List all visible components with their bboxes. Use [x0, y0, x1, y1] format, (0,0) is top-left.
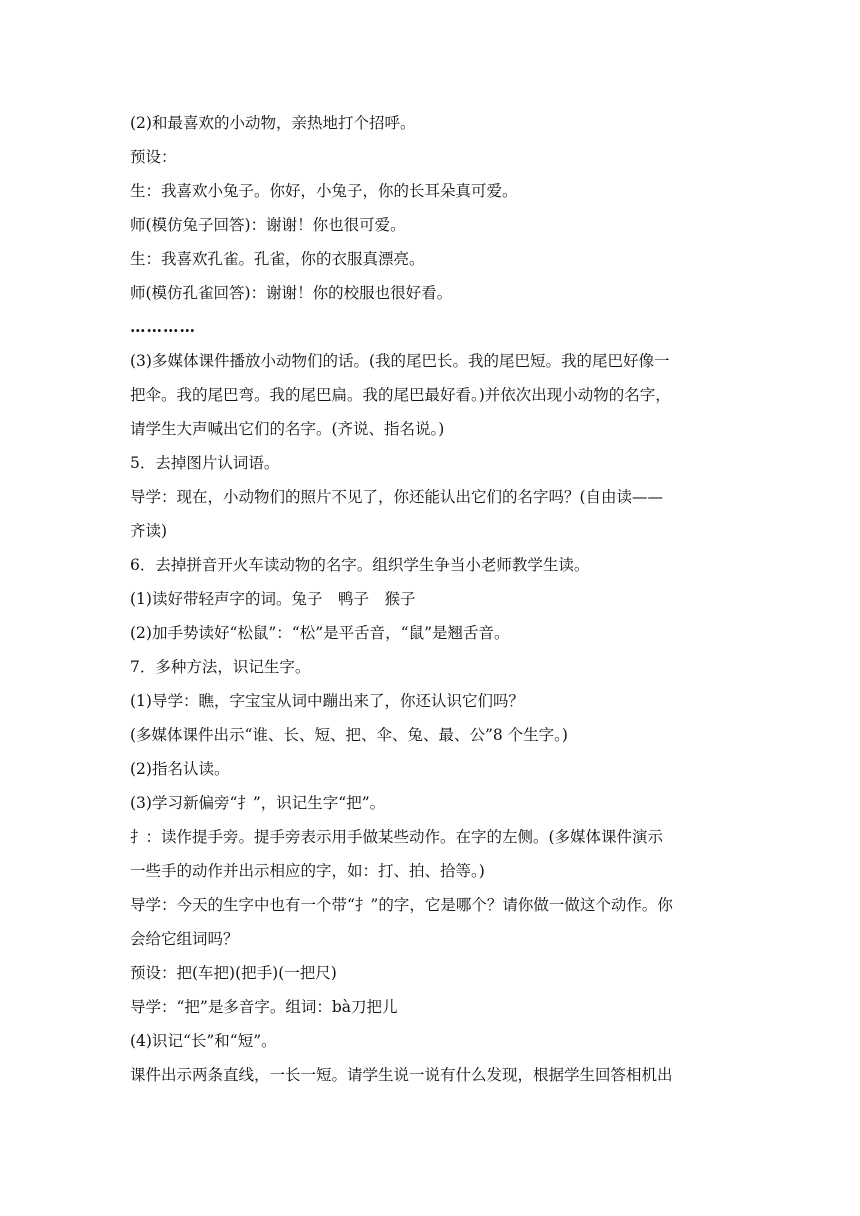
text-line: (2)和最喜欢的小动物，亲热地打个招呼。 — [130, 114, 416, 132]
text-line: 师(模仿孔雀回答)：谢谢！你的校服也很好看。 — [130, 284, 453, 302]
section-heading: 5．去掉图片认词语。 — [130, 454, 280, 472]
text-line: 课件出示两条直线，一长一短。请学生说一说有什么发现，根据学生回答相机出 — [130, 1066, 673, 1084]
text-line: 导学：今天的生字中也有一个带“扌”的字，它是哪个？请你做一做这个动作。你 — [130, 896, 673, 914]
text-line: (2)指名认读。 — [130, 760, 230, 778]
text-line: 导学：现在，小动物们的照片不见了，你还能认出它们的名字吗？(自由读—— — [130, 488, 664, 506]
text-line: 一些手的动作并出示相应的字，如：打、拍、拾等。) — [130, 862, 485, 880]
text-line: (多媒体课件出示“谁、长、短、把、伞、兔、最、公”8 个生字。) — [130, 726, 568, 744]
text-line: (3)学习新偏旁“扌”，识记生字“把”。 — [130, 794, 386, 812]
ellipsis-line: ………… — [130, 317, 196, 336]
text-line: (4)识记“长”和“短”。 — [130, 1032, 277, 1050]
text-line: 师(模仿兔子回答)：谢谢！你也很可爱。 — [130, 216, 406, 234]
text-line: (3)多媒体课件播放小动物们的话。(我的尾巴长。我的尾巴短。我的尾巴好像一 — [130, 352, 670, 370]
text-line: 会给它组词吗？ — [130, 930, 239, 948]
text-line: (1)导学：瞧，字宝宝从词中蹦出来了，你还认识它们吗？ — [130, 692, 524, 710]
section-heading: 7．多种方法，识记生字。 — [130, 658, 311, 676]
lesson-plan-text — [130, 106, 742, 1092]
section-heading: 6．去掉拼音开火车读动物的名字。组织学生争当小老师教学生读。 — [130, 556, 590, 574]
text-line: (2)加手势读好“松鼠”：“松”是平舌音，“鼠”是翘舌音。 — [130, 624, 510, 642]
text-line: 请学生大声喊出它们的名字。(齐说、指名说。) — [130, 420, 445, 438]
text-line: 导学：“把”是多音字。组词：bà刀把儿 — [130, 998, 398, 1016]
text-line: 生：我喜欢小兔子。你好，小兔子，你的长耳朵真可爱。 — [130, 182, 518, 200]
text-line: 齐读) — [130, 522, 168, 540]
text-line: 把伞。我的尾巴弯。我的尾巴扁。我的尾巴最好看。)并依次出现小动物的名字， — [130, 386, 671, 404]
text-line: 生：我喜欢孔雀。孔雀，你的衣服真漂亮。 — [130, 250, 425, 268]
text-line: (1)读好带轻声字的词。兔子 鸭子 猴子 — [130, 590, 416, 608]
text-line: 预设： — [130, 148, 177, 166]
text-line: 扌：读作提手旁。提手旁表示用手做某些动作。在字的左侧。(多媒体课件演示 — [130, 828, 664, 846]
text-line: 预设：把(车把)(把手)(一把尺) — [130, 964, 337, 982]
